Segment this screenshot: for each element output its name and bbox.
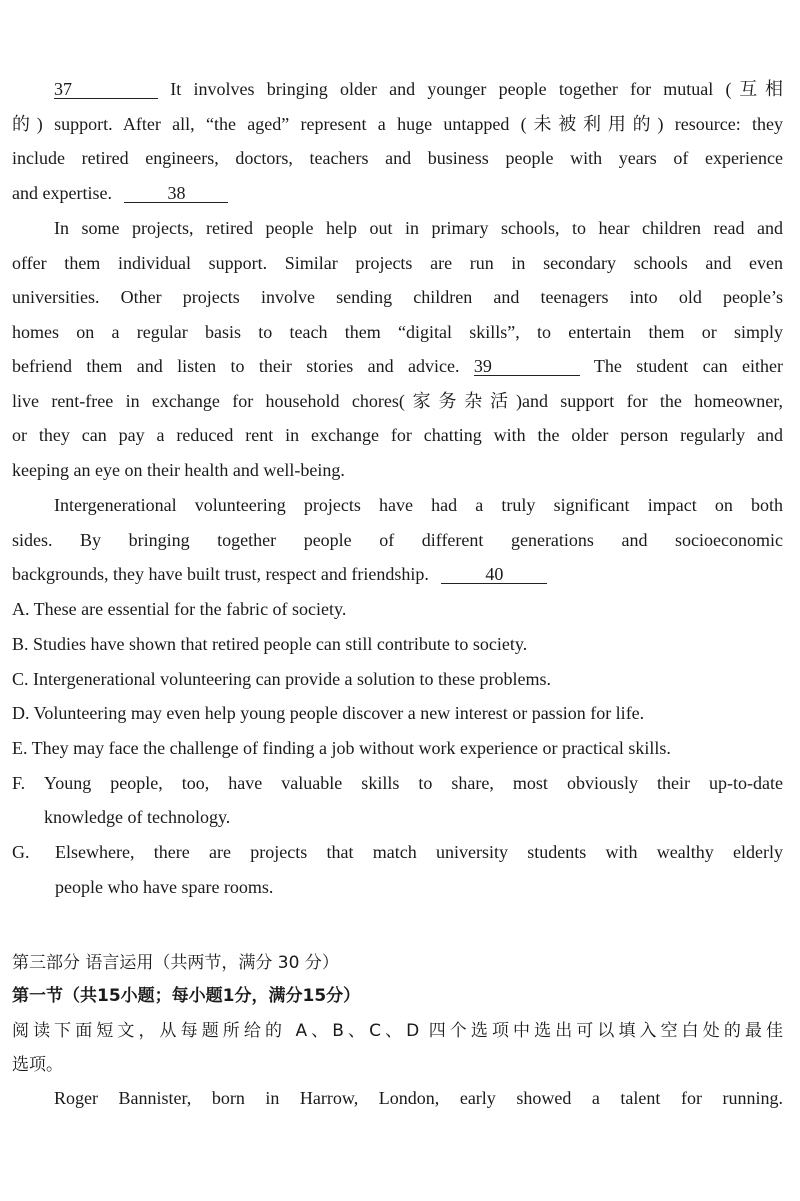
option-f: Young people, too, have valuable skills to share, most obviously their up-to-date [44, 773, 783, 793]
text: backgrounds, they have built trust, respect and friendship. [12, 564, 429, 584]
option-a: A. These are essential for the fabric of society. [12, 599, 347, 619]
option-e: E. They may face the challenge of finding a job without work experience or practical skills. [12, 738, 671, 758]
passage-line [12, 78, 783, 100]
passage-line: include retired engineers, doctors, teachers and business people with years of experience [12, 148, 783, 168]
option-f-letter: F. [12, 773, 26, 793]
option-f-cont: knowledge of technology. [44, 807, 231, 827]
passage-line [12, 355, 783, 377]
part-title: 第三部分 语言运用（共两节，满分 30 分） [12, 953, 339, 973]
passage-line: Intergenerational volunteering projects have had a truly significant impact on both [54, 495, 783, 515]
passage-line: homes on a regular basis to teach them “digital skills”, to entertain them or simply [12, 322, 783, 342]
passage-line: live rent-free in exchange for household chores(家务杂活)and support for the homeowner, [12, 391, 783, 411]
option-g: Elsewhere, there are projects that match university students with wealthy elderly [55, 842, 783, 862]
passage-line: 的) support. After all, “the aged” represent a huge untapped (未被利用的) resource: they [12, 114, 783, 134]
option-g-letter: G. [12, 842, 30, 862]
blank-39[interactable]: 39 [474, 357, 580, 376]
story-line: Roger Bannister, born in Harrow, London, early showed a talent for running. [54, 1088, 783, 1108]
passage-line [12, 563, 783, 585]
passage-line: In some projects, retired people help out in primary schools, to hear children read and [54, 218, 783, 238]
passage-line: sides. By bringing together people of different generations and socioeconomic [12, 530, 783, 550]
blank-37[interactable]: 37 [54, 80, 158, 99]
option-d: D. Volunteering may even help young people discover a new interest or passion for life. [12, 703, 645, 723]
text: befriend them and listen to their stories and advice. [12, 356, 460, 376]
passage-line [12, 182, 783, 204]
blank-38[interactable]: 38 [124, 184, 228, 203]
instruction-cont: 选项。 [12, 1055, 63, 1075]
text: It involves bringing older and younger people together for mutual (互相 [170, 79, 783, 99]
text: and expertise. [12, 183, 112, 203]
option-b: B. Studies have shown that retired people can still contribute to society. [12, 634, 528, 654]
option-c: C. Intergenerational volunteering can provide a solution to these problems. [12, 669, 552, 689]
passage-line: keeping an eye on their health and well-being. [12, 460, 345, 480]
passage-line: or they can pay a reduced rent in exchange for chatting with the older person regularly and [12, 425, 783, 445]
passage-line: universities. Other projects involve sending children and teenagers into old people’s [12, 287, 783, 307]
blank-40[interactable]: 40 [441, 565, 547, 584]
option-g-cont: people who have spare rooms. [55, 877, 274, 897]
instruction: 阅读下面短文，从每题所给的 A、B、C、D 四个选项中选出可以填入空白处的最佳 [12, 1021, 783, 1041]
passage-line: offer them individual support. Similar projects are run in secondary schools and even [12, 253, 783, 273]
text: The student can either [593, 356, 783, 376]
section-title: 第一节（共15小题；每小题1分，满分15分） [12, 986, 361, 1006]
